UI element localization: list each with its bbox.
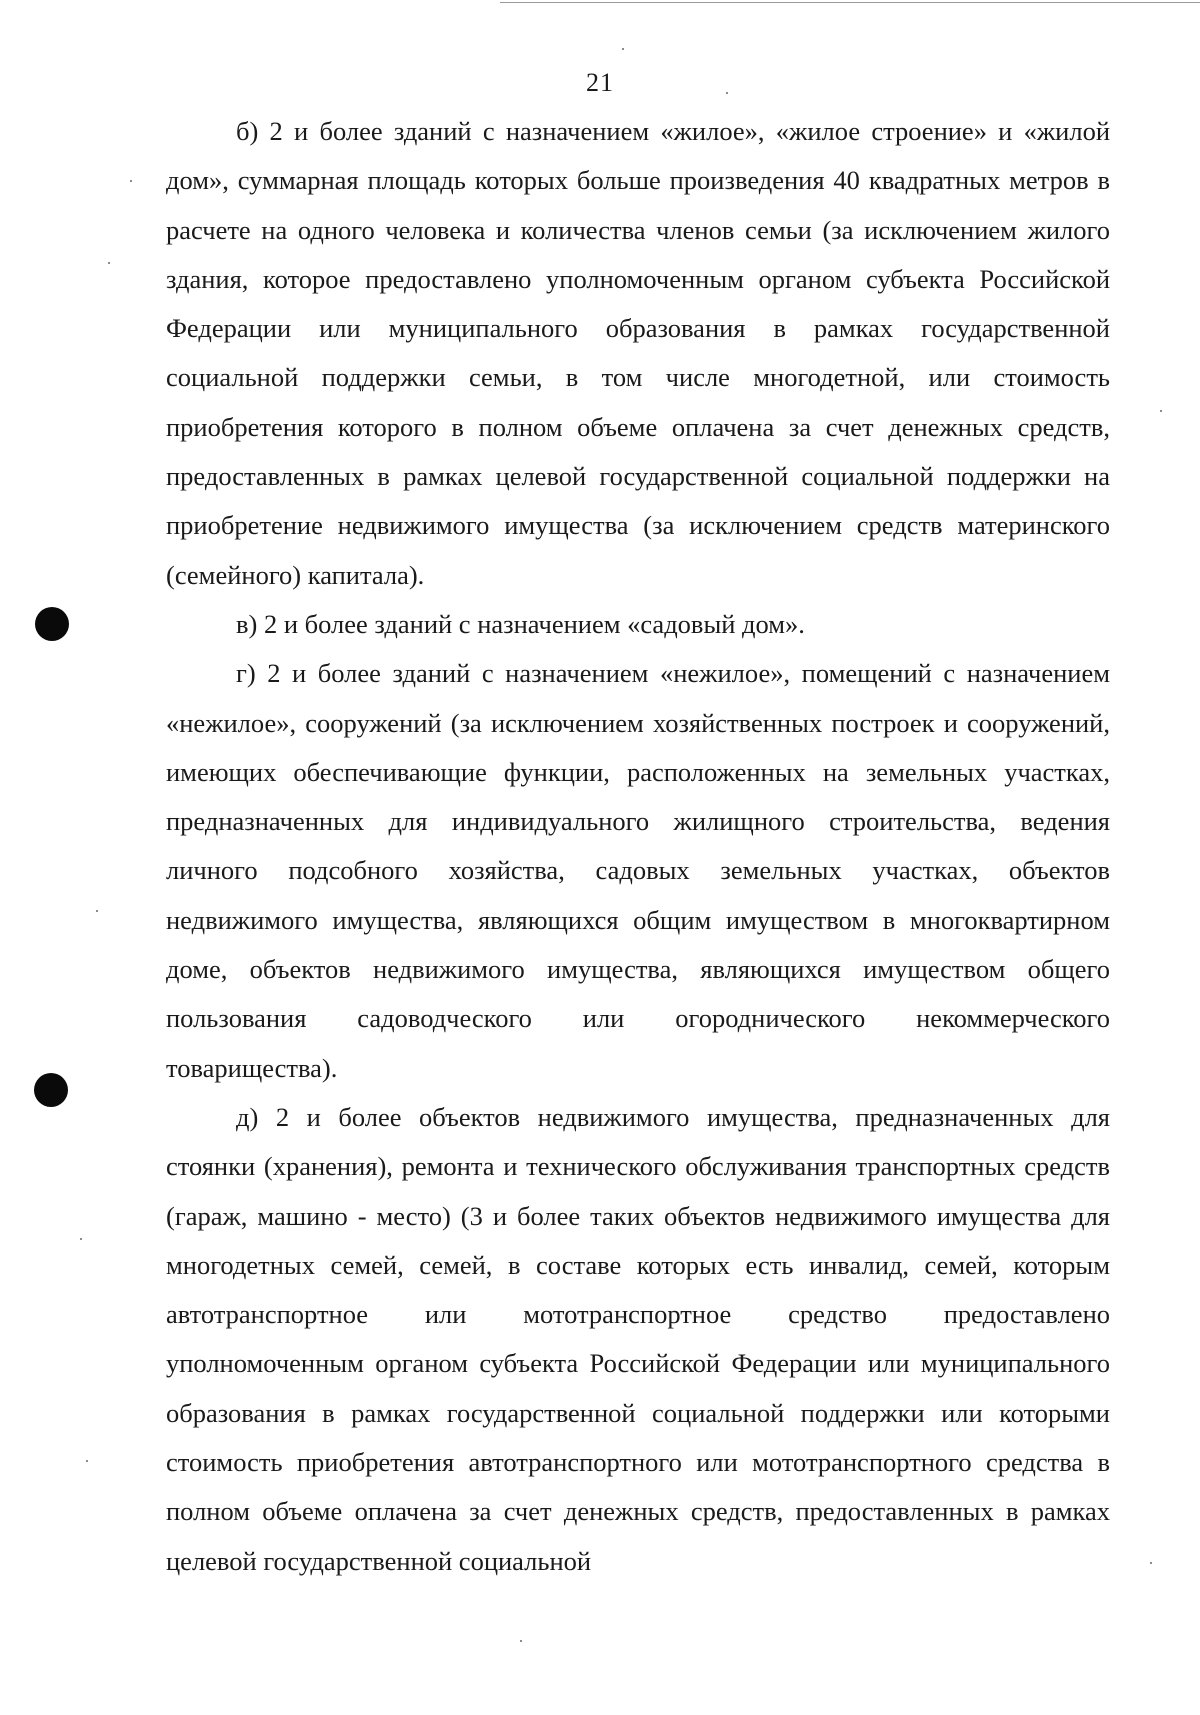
- punch-hole-lower: [34, 1073, 68, 1107]
- body-text: [166, 107, 1110, 1586]
- scan-speck: [520, 1640, 522, 1642]
- paragraph-v: в) 2 и более зданий с назначением «садовый дом».: [236, 608, 805, 639]
- page-number: 21: [586, 68, 614, 97]
- scan-speck: [86, 1460, 88, 1462]
- scan-speck: [1150, 1562, 1152, 1564]
- scan-top-edge: [500, 2, 1200, 3]
- scan-speck: [622, 48, 624, 50]
- scan-speck: [80, 1238, 82, 1240]
- paragraph-b: б) 2 и более зданий с назначением «жилое», «жилое строение» и «жилой дом», суммарная площадь которых больше произведения 40 квадратных метров в расчете на одного человека и количества членов семьи (за исключением жилого здания, которое предоставлено уполномоченным органом субъекта Российской Федерации или муниципального образования в рамках государственной социальной поддержки семьи, в том числе многодетной, или стоимость приобретения которого в полном объеме оплачена за счет денежных средств, предоставленных в рамках целевой государственной социальной поддержки на приобретение недвижимого имущества (за исключением средств материнского (семейного) капитала).: [166, 116, 1110, 590]
- scan-speck: [1160, 410, 1162, 412]
- scan-speck: [96, 910, 98, 912]
- scan-speck: [108, 262, 110, 264]
- paragraph-g: г) 2 и более зданий с назначением «нежилое», помещений с назначением «нежилое», сооружений (за исключением хозяйственных построек и сооружений, имеющих обеспечивающие функции, расположенных на земельных участках, предназначенных для индивидуального жилищного строительства, ведения личного подсобного хозяйства, садовых земельных участках, объектов недвижимого имущества, являющихся общим имуществом в многоквартирном доме, объектов недвижимого имущества, являющихся имуществом общего пользования садоводческого или огороднического некоммерческого товарищества).: [166, 658, 1110, 1083]
- punch-hole-upper: [35, 607, 69, 641]
- paragraph-d: д) 2 и более объектов недвижимого имущества, предназначенных для стоянки (хранения), ремонта и технического обслуживания транспортных средств (гараж, машино - место) (3 и более таких объектов недвижимого имущества для многодетных семей, семей, в составе которых есть инвалид, семей, которым автотранспортное или мототранспортное средство предоставлено уполномоченным органом субъекта Российской Федерации или муниципального образования в рамках государственной социальной поддержки или которыми стоимость приобретения автотранспортного или мототранспортного средства в полном объеме оплачена за счет денежных средств, предоставленных в рамках целевой государственной социальной: [166, 1101, 1110, 1576]
- scan-speck: [130, 180, 132, 182]
